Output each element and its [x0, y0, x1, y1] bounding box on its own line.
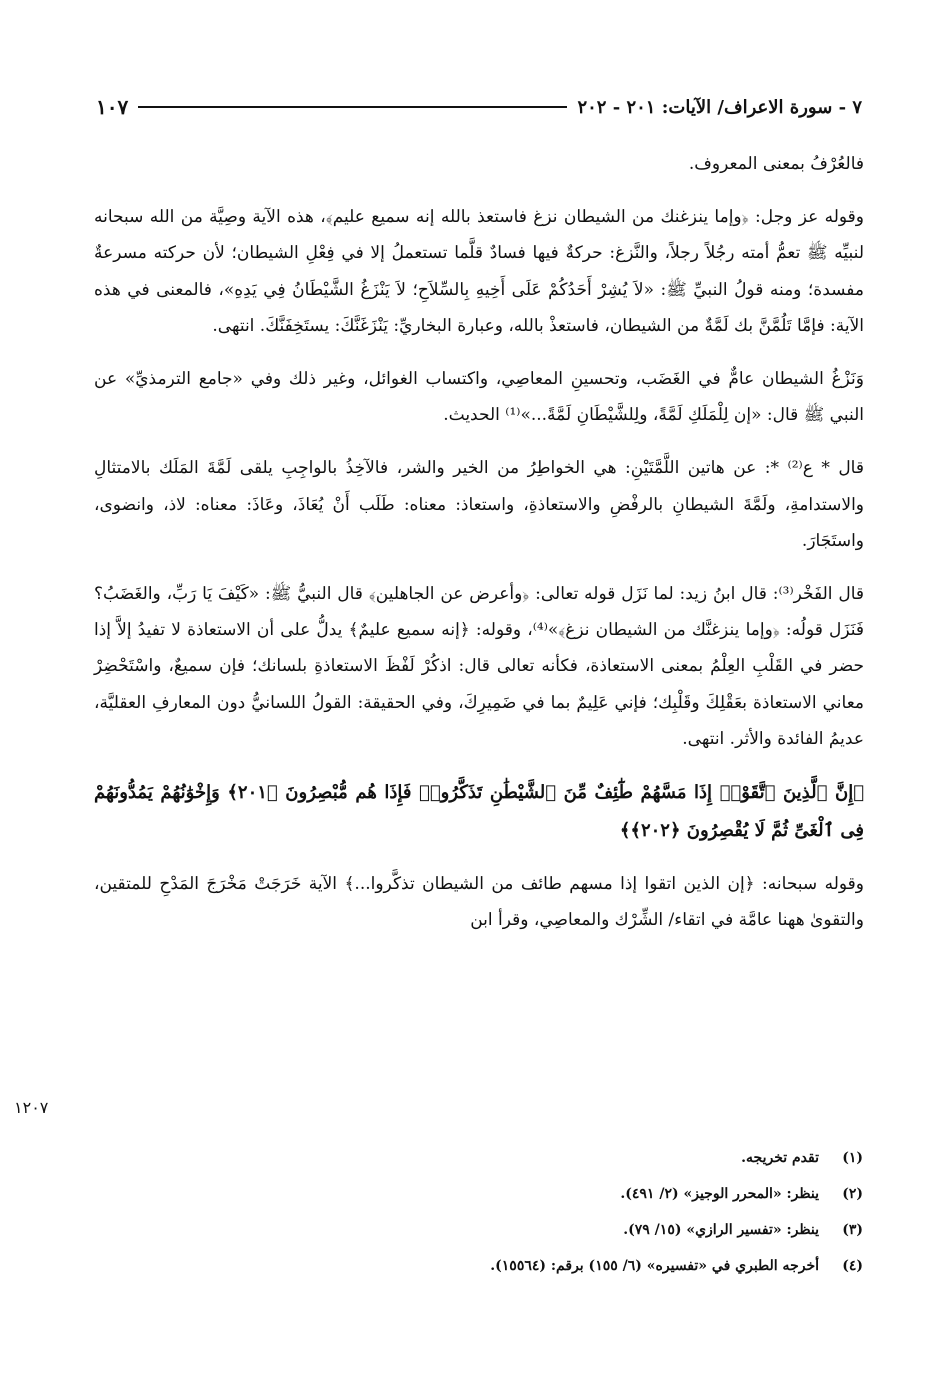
footnote-text: ينظر: «المحرر الوجيز» (٢/ ٤٩١).: [620, 1186, 819, 1202]
paragraph: قال * ع⁽²⁾ *: عن هاتين اللَّمَّتَيْنِ: هي الخواطِرُ من الخير والشر، فالآخِذُ بالواجِبِ يلقى لَمَّةَ المَلَك بالامتثالِ والاستدامةِ، ولَمَّةَ الشيطانِ بالرفْضِ والاستعاذةِ، واستعاذ: معناه: طَلَب أَنْ يُعَاذَ، وعَاذَ: معناه: لاذ، وانضوى، واستَجَارَ.: [94, 458, 864, 551]
page-number: ١٠٧: [96, 95, 129, 119]
main-text: [94, 146, 864, 938]
paragraph: فالعُرْفُ بمعنى المعروف.: [688, 154, 864, 174]
paragraph: وَنَزْغُ الشيطان عامٌّ في الغَضَب، وتحسينِ المعاصِي، واكتساب الغوائل، وغير ذلك وفي «جامع الترمذيِّ» عن النبي ﷺ قال: «إن لِلْمَلَكِ لَمَّةً، ولِلشَّيْطَانِ لَمَّةً...»⁽¹⁾ الحديث.: [94, 369, 864, 426]
paragraph: قال الفَخْر⁽³⁾: قال ابنُ زيد: لما نَزَل قوله تعالى: ﴿وأعرض عن الجاهلين﴾ قال النبيُّ ﷺ: «كَيْفَ يَا رَبِّ، والغَضَبُ؟ فَنَزَل قولُه: ﴿وإما ينزغنَّك من الشيطان نزغ﴾»⁽⁴⁾، وقوله: ﴿إنه سميع عليمٌ﴾ يدلُّ على أن الاستعاذة لا تفيدُ إلاَّ إذا حضر في القَلْبِ العِلْمُ بمعنى الاستعاذة، فكأنه تعالى قال: اذكُرْ لَفْظَ الاستعاذةِ بلسانك؛ فإن سميعٌ، واسْتَحْضِرْ معاني الاستعاذة بعَقْلِكَ وقَلْبِك؛ فإني عَلِيمٌ بما في ضَمِيرِكَ، وفي الحقيقة: القولُ اللسانيُّ دون المعارفِ العقليَّة، عديمُ الفائدة والأثر. انتهى.: [94, 584, 865, 749]
footnote-text: تقدم تخريجه.: [741, 1150, 819, 1166]
footnote-number: (٣): [842, 1222, 863, 1238]
footnote: [83, 1212, 863, 1248]
footnote-text: ينظر: «تفسير الرازي» (١٥/ ٧٩).: [623, 1222, 819, 1238]
chapter-title: ٧ - سورة الاعراف/ الآيات: ٢٠١ - ٢٠٢: [577, 96, 862, 118]
footnote: [83, 1176, 863, 1212]
footnote: [83, 1248, 863, 1284]
quran-verse: ﴿إِنَّ ٱلَّذِينَ ٱتَّقَوْا۟ إِذَا مَسَّهُمْ طَٰٓئِفٌ مِّنَ ٱلشَّيْطَٰنِ تَذَكَّرُوا۟ فَإِذَا هُم مُّبْصِرُونَ ﴿٢٠١﴾ وَإِخْوَٰنُهُمْ يَمُدُّونَهُمْ فِى ٱلْغَىِّ ثُمَّ لَا يُقْصِرُونَ ﴿٢٠٢﴾﴾: [94, 782, 864, 842]
footnote: [83, 1140, 863, 1176]
paragraph: وقوله عز وجل: ﴿وإما ينزغنك من الشيطان نزغ فاستعذ بالله إنه سميع عليم﴾، هذه الآية وصِيَّة من الله سبحانه لنبيِّه ﷺ تعمُّ أمته رجُلاً رجلاً، والنَّزغ: حركةٌ فيها فسادٌ قلَّما تستعملُ إلا في فِعْلِ الشيطان؛ لأن حركته مسرعةٌ مفسدة؛ ومنه قولُ النبيِّ ﷺ: «لاَ يُشِرْ أَحَدُكُمْ عَلَى أَخِيهِ بِالسِّلاَحِ؛ لاَ يَنْزَغُ الشَّيْطَانُ فِي يَدِهِ»، فالمعنى في هذه الآية: فإمَّا تَلُمَّنَّ بك لَمَّةٌ من الشيطان، فاستعذْ بالله، وعبارة البخاريِّ: يَنْزَغَنَّكَ: يستَخِفَنَّكَ. انتهى.: [94, 207, 864, 336]
footnote-text: أخرجه الطبري في «تفسيره» (٦/ ١٥٥) برقم: (١٥٥٦٤).: [490, 1258, 819, 1274]
paragraph: وقوله سبحانه: ﴿إن الذين اتقوا إذا مسهم طائف من الشيطان تذكَّروا...﴾ الآية خَرَجَتْ مَخْرَجَ المَدْحِ للمتقين، والتقوىٰ ههنا عامَّة في اتقاء/ الشِّرْك والمعاصِي، وقرأ ابن: [94, 874, 864, 931]
footnote-number: (٢): [842, 1186, 863, 1202]
footnotes: [83, 1140, 863, 1284]
header-rule: [138, 106, 567, 108]
footnote-number: (٤): [842, 1258, 863, 1274]
margin-reference-number: ١٢٠٧: [14, 1098, 49, 1117]
footnote-number: (١): [842, 1150, 863, 1166]
running-header: [96, 92, 862, 122]
